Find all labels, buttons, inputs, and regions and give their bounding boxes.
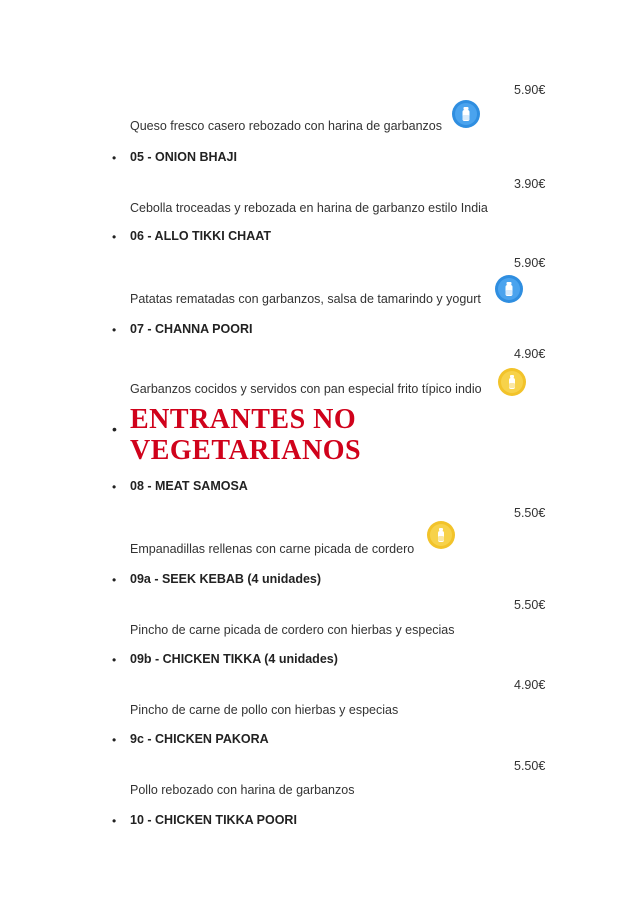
- list-bullet: •: [112, 480, 117, 494]
- list-bullet: •: [112, 814, 117, 828]
- item-title-10: 10 - CHICKEN TIKKA POORI: [130, 813, 297, 827]
- price-item-09b: 4.90€: [514, 678, 546, 692]
- section-title: [130, 404, 430, 466]
- blue-bottle-icon: [452, 100, 480, 128]
- price-item-09a: 5.50€: [514, 598, 546, 612]
- item-title-05: 05 - ONION BHAJI: [130, 150, 237, 164]
- list-bullet: •: [112, 323, 117, 337]
- description-item-9c: Pollo rebozado con harina de garbanzos: [130, 783, 355, 797]
- item-title-06: 06 - ALLO TIKKI CHAAT: [130, 229, 271, 243]
- item-title-09a: 09a - SEEK KEBAB (4 unidades): [130, 572, 322, 586]
- yellow-bottle-icon: [498, 368, 526, 396]
- description-item-05: Cebolla troceadas y rebozada en harina de garbanzo estilo India: [130, 201, 488, 215]
- description-item-09a: Pincho de carne picada de cordero con hierbas y especias: [130, 623, 455, 637]
- description-item-04: Queso fresco casero rebozado con harina de garbanzos: [130, 119, 442, 133]
- price-item-05: 3.90€: [514, 177, 546, 191]
- item-title-9c: 9c - CHICKEN PAKORA: [130, 732, 269, 746]
- price-item-04: 5.90€: [514, 83, 546, 97]
- list-bullet: •: [112, 653, 117, 667]
- item-title-08: 08 - MEAT SAMOSA: [130, 479, 248, 493]
- list-bullet: •: [112, 573, 117, 587]
- description-item-07: Garbanzos cocidos y servidos con pan especial frito típico indio: [130, 382, 482, 396]
- description-item-06: Patatas rematadas con garbanzos, salsa de tamarindo y yogurt: [130, 292, 481, 306]
- description-item-08: Empanadillas rellenas con carne picada de cordero: [130, 542, 415, 556]
- yellow-bottle-icon: [427, 521, 455, 549]
- blue-bottle-icon: [495, 275, 523, 303]
- item-title-07: 07 - CHANNA POORI: [130, 322, 253, 336]
- price-item-06: 5.90€: [514, 256, 546, 270]
- price-item-08: 5.50€: [514, 506, 546, 520]
- list-bullet: •: [112, 733, 117, 747]
- price-item-07: 4.90€: [514, 347, 546, 361]
- section-title-line-2: VEGETARIANOS: [130, 435, 362, 466]
- section-bullet: •: [112, 421, 117, 437]
- list-bullet: •: [112, 230, 117, 244]
- list-bullet: •: [112, 151, 117, 165]
- price-item-9c: 5.50€: [514, 759, 546, 773]
- section-title-line-1: ENTRANTES NO: [130, 404, 357, 435]
- item-title-09b: 09b - CHICKEN TIKKA (4 unidades): [130, 652, 338, 666]
- description-item-09b: Pincho de carne de pollo con hierbas y especias: [130, 703, 399, 717]
